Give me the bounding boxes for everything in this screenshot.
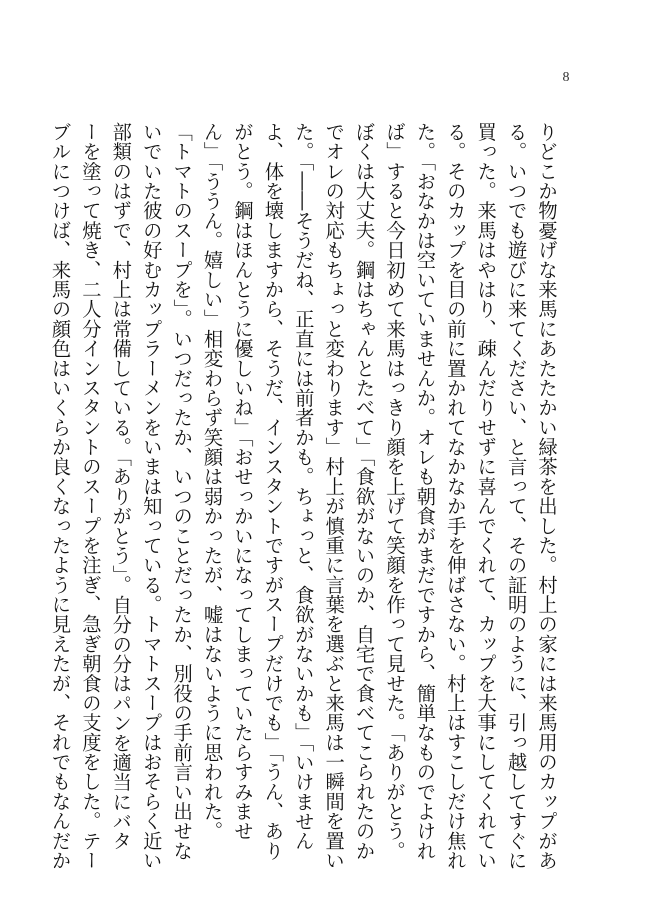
text-line: りどこか物憂げな来馬にあたたかい緑茶を出した。村上の家には来馬用のカップがあ	[535, 122, 558, 871]
text-line: ぼくは大丈夫。鋼はちゃんとたべて」「食欲がないのか、自宅で食べてこられたのか	[352, 122, 376, 861]
text-line: いでいた彼の好むカップラーメンをいまは知っている。トマトスープはおそらく近い	[139, 122, 163, 871]
text-line: でオレの対応もちょっと変わります」村上が慎重に言葉を選ぶと来馬は一瞬間を置い	[322, 122, 346, 871]
text-line: 買った。来馬はやはり、疎んだりせずに喜んでくれて、カップを大事にしてくれてい	[474, 122, 498, 871]
text-line: 部類のはずで、村上は常備している。「ありがとう」。自分の分はパンを適当にバタ	[109, 122, 133, 851]
text-line: る。いつでも遊びに来てください、と言って、その証明のように、引っ越してすぐに	[504, 122, 528, 871]
text-line: がとう。鋼はほんとうに優しいね」「おせっかいになってしまっていたらすみませ	[230, 122, 254, 841]
text-line: た。「おなかは空いていませんか。オレも朝食がまだですから、簡単なものでよけれ	[413, 122, 437, 861]
text-line: 「トマトのスープを」。いつだったか、いつのことだったか、別役の手前言い出せな	[170, 122, 194, 861]
text-line: ーを塗って焼き、二人分インスタントのスープを注ぎ、急ぎ朝食の支度をした。テー	[78, 122, 102, 871]
text-line: ん」「ううん。嬉しい」相変わらず笑顔は弱かったが、嘘はないように思われた。	[200, 122, 224, 841]
text-line: ば」すると今日初めて来馬はっきり顔を上げて笑顔を作って見せた。「ありがとう。	[382, 122, 406, 861]
text-line: よ、体を壊しますから、そうだ、インスタントですがスープだけでも」「うん、あり	[261, 122, 285, 861]
text-line: ブルにつけば、来馬の顔色はいくらか良くなったように見えたが、それでもなんだか	[48, 122, 72, 871]
text-line: る。そのカップを目の前に置かれてなかなか手を伸ばさない。村上はすこしだけ焦れ	[443, 122, 467, 871]
vertical-body-text	[48, 122, 561, 871]
page-number: 8	[562, 70, 570, 85]
text-line: た。「――そうだね、正直には前者かも。ちょっと、食欲がないかも」「いけません	[291, 122, 315, 851]
